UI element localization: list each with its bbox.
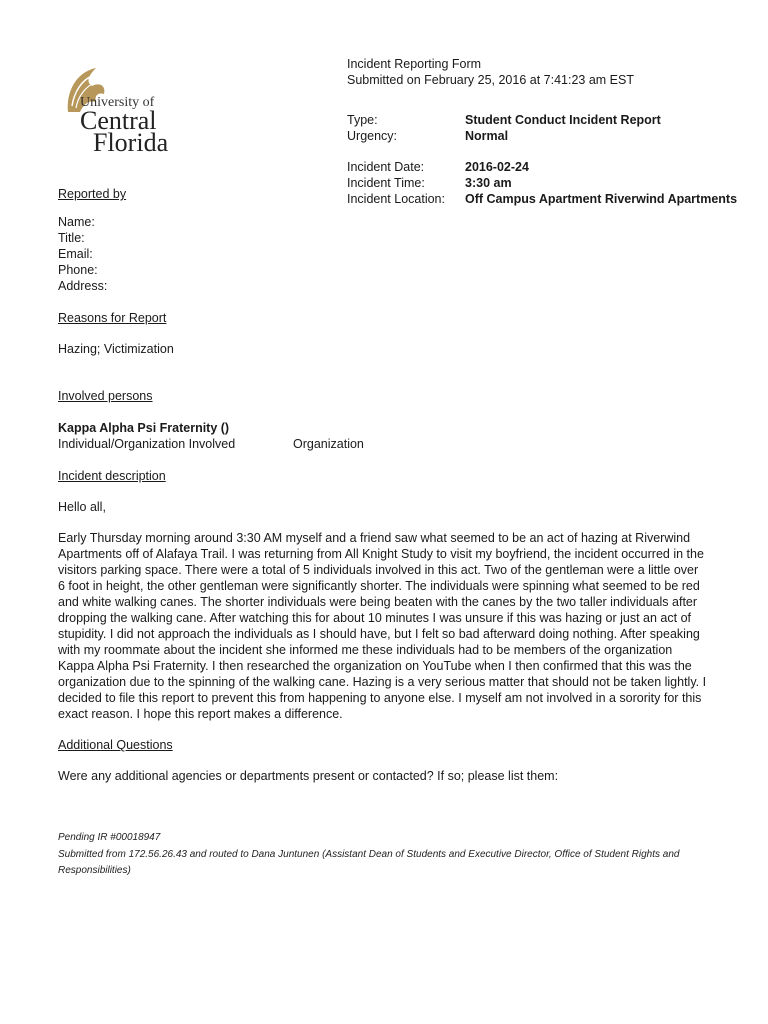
location-value: Off Campus Apartment Riverwind Apartments — [465, 192, 738, 206]
location-label: Incident Location: — [347, 192, 445, 206]
reasons-text: Hazing; Victimization — [58, 342, 174, 356]
phone-field: Phone: — [58, 263, 98, 277]
additional-question: Were any additional agencies or departments present or contacted? If so; please list them: — [58, 769, 559, 783]
time-value: 3:30 am — [465, 176, 512, 190]
address-field: Address: — [58, 279, 108, 293]
email-field: Email: — [58, 247, 93, 261]
description-line: Kappa Alpha Psi Fraternity. I then researched the organization on YouTube when I then confirmed that this was the — [58, 659, 692, 673]
additional-heading: Additional Questions — [58, 738, 173, 752]
name-field: Name: — [58, 215, 95, 229]
description-line: dropping the walking cane. After watching this for about 10 minutes I was unsure if this was hazing or just an act of — [58, 611, 691, 625]
form-title: Incident Reporting Form — [347, 57, 482, 71]
type-label: Type: — [347, 113, 378, 127]
pending-ir: Pending IR #00018947 — [58, 832, 161, 843]
description-line: exact reason. I hope this report makes a difference. — [58, 707, 343, 721]
title-field: Title: — [58, 231, 85, 245]
submitted-date: Submitted on February 25, 2016 at 7:41:23 am EST — [347, 73, 634, 87]
description-greeting: Hello all, — [58, 500, 106, 514]
involved-name: Kappa Alpha Psi Fraternity () — [58, 421, 230, 435]
routed-line1: Submitted from 172.56.26.43 and routed to Dana Juntunen (Assistant Dean of Students and Executive Director, Office of Student Rights and — [58, 849, 680, 860]
involved-role-value: Organization — [293, 437, 364, 451]
description-line: stupidity. I did not approach the individuals as I should have, but I felt so bad afterward doing nothing. After speaking — [58, 627, 700, 641]
description-line: Early Thursday morning around 3:30 AM myself and a friend saw what seemed to be an act of hazing at Riverwind — [58, 531, 691, 545]
description-line: visitors parking space. There were a total of 5 individuals involved in this act. Two of the gentleman were a little over — [58, 563, 699, 577]
reasons-heading: Reasons for Report — [58, 311, 167, 325]
description-line: with my roommate about the incident she informed me these individuals had to be members of the organization — [58, 643, 673, 657]
description-line: 6 foot in height, the other gentleman were significantly shorter. The individuals were spinning what seemed to be red — [58, 579, 700, 593]
logo-line3: Florida — [93, 128, 169, 157]
date-label: Incident Date: — [347, 160, 425, 174]
type-value: Student Conduct Incident Report — [465, 113, 661, 127]
routed-line2: Responsibilities) — [58, 865, 131, 876]
reported-by-heading: Reported by — [58, 187, 127, 201]
date-value: 2016-02-24 — [465, 160, 529, 174]
description-body — [58, 530, 714, 722]
time-label: Incident Time: — [347, 176, 425, 190]
logo-line1: University of — [80, 95, 155, 110]
urgency-label: Urgency: — [347, 129, 398, 143]
description-heading: Incident description — [58, 469, 166, 483]
description-line: organization due to the spinning of the walking cane. Hazing is a very serious matter that should not be taken lightly. I — [58, 675, 707, 689]
logo-line2: Central — [80, 106, 157, 135]
involved-role-label: Individual/Organization Involved — [58, 437, 236, 451]
involved-heading: Involved persons — [58, 389, 153, 403]
description-line: Apartments off of Alafaya Trail. I was returning from All Knight Study to visit my boyfriend, the incident occurred in the — [58, 547, 704, 561]
description-line: and white walking canes. The shorter individuals were being beaten with the canes by the two taller individuals after — [58, 595, 698, 609]
description-line: decided to file this report to prevent this from happening to anyone else. I myself am not involved in a sorority for this — [58, 691, 702, 705]
urgency-value: Normal — [465, 129, 509, 143]
